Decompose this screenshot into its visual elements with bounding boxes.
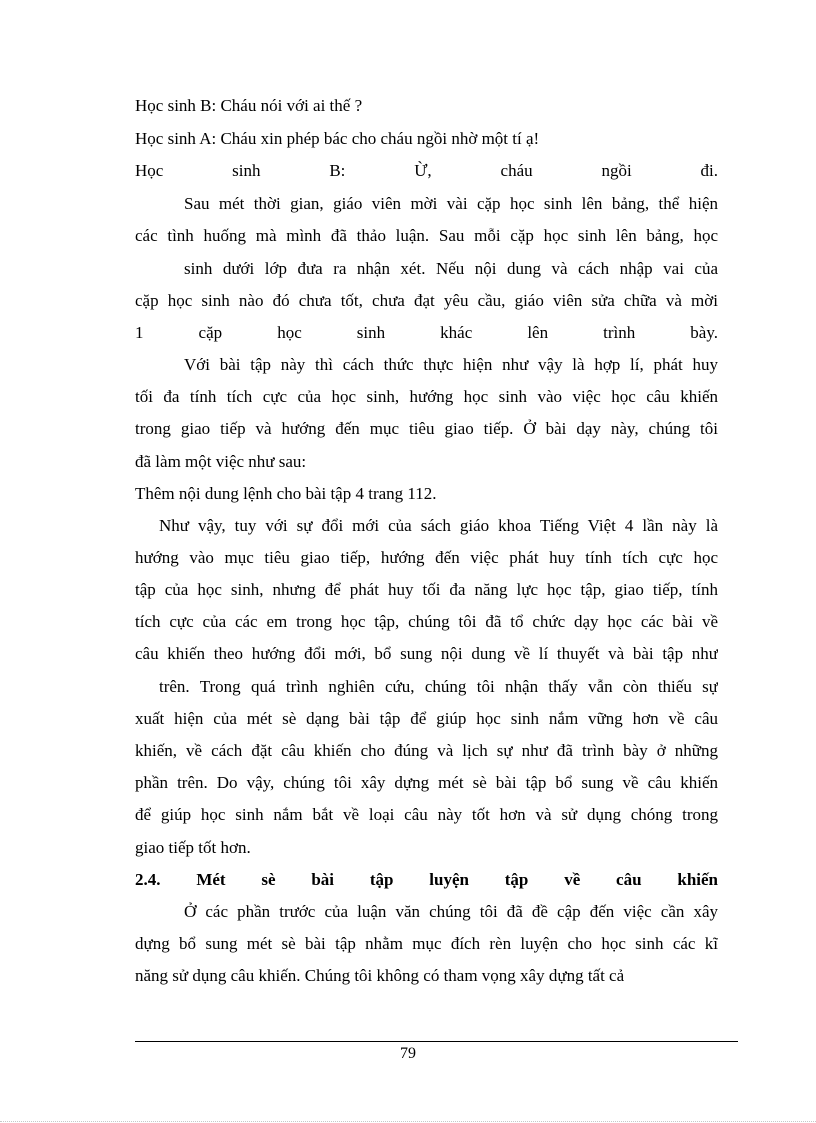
text-line: câu khiến theo hướng đổi mới, bổ sung nội dung về lí thuyết và bài tập như (135, 644, 718, 663)
text-line: Thêm nội dung lệnh cho bài tập 4 trang 112. (135, 484, 437, 503)
text-line: 1 cặp học sinh khác lên trình bày. (135, 323, 718, 342)
text-line: cặp học sinh nào đó chưa tốt, chưa đạt yêu cầu, giáo viên sửa chữa và mời (135, 291, 718, 310)
text-line: Sau mét thời gian, giáo viên mời vài cặp học sinh lên bảng, thể hiện (184, 194, 718, 213)
text-line: đã làm một việc như sau: (135, 452, 307, 471)
text-line: xuất hiện của mét sè dạng bài tập để giúp học sinh nắm vững hơn về câu (135, 709, 718, 728)
section-heading: 2.4. Mét sè bài tập luyện tập về câu khiến (135, 870, 718, 889)
text-line: Với bài tập này thì cách thức thực hiện như vậy là hợp lí, phát huy (184, 355, 718, 374)
text-line: Học sinh A: Cháu xin phép bác cho cháu ngồi nhờ một tí ạ! (135, 129, 540, 148)
text-line: khiến, về cách đặt câu khiến cho đúng và lịch sự như đã trình bày ở những (135, 741, 718, 760)
text-line: Học sinh B: Cháu nói với ai thế ? (135, 96, 363, 115)
text-line: phần trên. Do vậy, chúng tôi xây dựng mét sè bài tập bổ sung về câu khiến (135, 773, 718, 792)
text-line: các tình huống mà mình đã thảo luận. Sau mỗi cặp học sinh lên bảng, học (135, 226, 718, 245)
text-line: trong giao tiếp và hướng đến mục tiêu giao tiếp. Ở bài dạy này, chúng tôi (135, 419, 718, 438)
text-line: năng sử dụng câu khiến. Chúng tôi không có tham vọng xây dựng tất cả (135, 966, 625, 985)
text-line: Ở các phần trước của luận văn chúng tôi đã đề cập đến việc cần xây (184, 902, 718, 921)
page-number: 79 (400, 1045, 416, 1062)
text-line: hướng vào mục tiêu giao tiếp, hướng đến việc phát huy tính tích cực học (135, 548, 718, 567)
text-line: dựng bổ sung mét sè bài tập nhằm mục đích rèn luyện cho học sinh các kĩ (135, 934, 718, 953)
text-line: để giúp học sinh nắm bắt về loại câu này tốt hơn và sử dụng chóng trong (135, 805, 718, 824)
text-line: Học sinh B: Ừ, cháu ngồi đi. (135, 161, 718, 180)
text-line: sinh dưới lớp đưa ra nhận xét. Nếu nội dung và cách nhập vai của (184, 259, 718, 278)
page-bottom-border (0, 1121, 816, 1122)
text-line: giao tiếp tốt hơn. (135, 838, 251, 857)
text-line: Như vậy, tuy với sự đổi mới của sách giáo khoa Tiếng Việt 4 lần này là (159, 516, 718, 535)
text-line: trên. Trong quá trình nghiên cứu, chúng tôi nhận thấy vẫn còn thiếu sự (159, 677, 718, 696)
footer-divider (135, 1041, 738, 1042)
text-line: tập của học sinh, nhưng để phát huy tối đa năng lực học tập, giao tiếp, tính (135, 580, 718, 599)
text-line: tích cực của các em trong học tập, chúng tôi đã tổ chức dạy học các bài về (135, 612, 718, 631)
text-line: tối đa tính tích cực của học sinh, hướng học sinh vào việc học câu khiến (135, 387, 718, 406)
